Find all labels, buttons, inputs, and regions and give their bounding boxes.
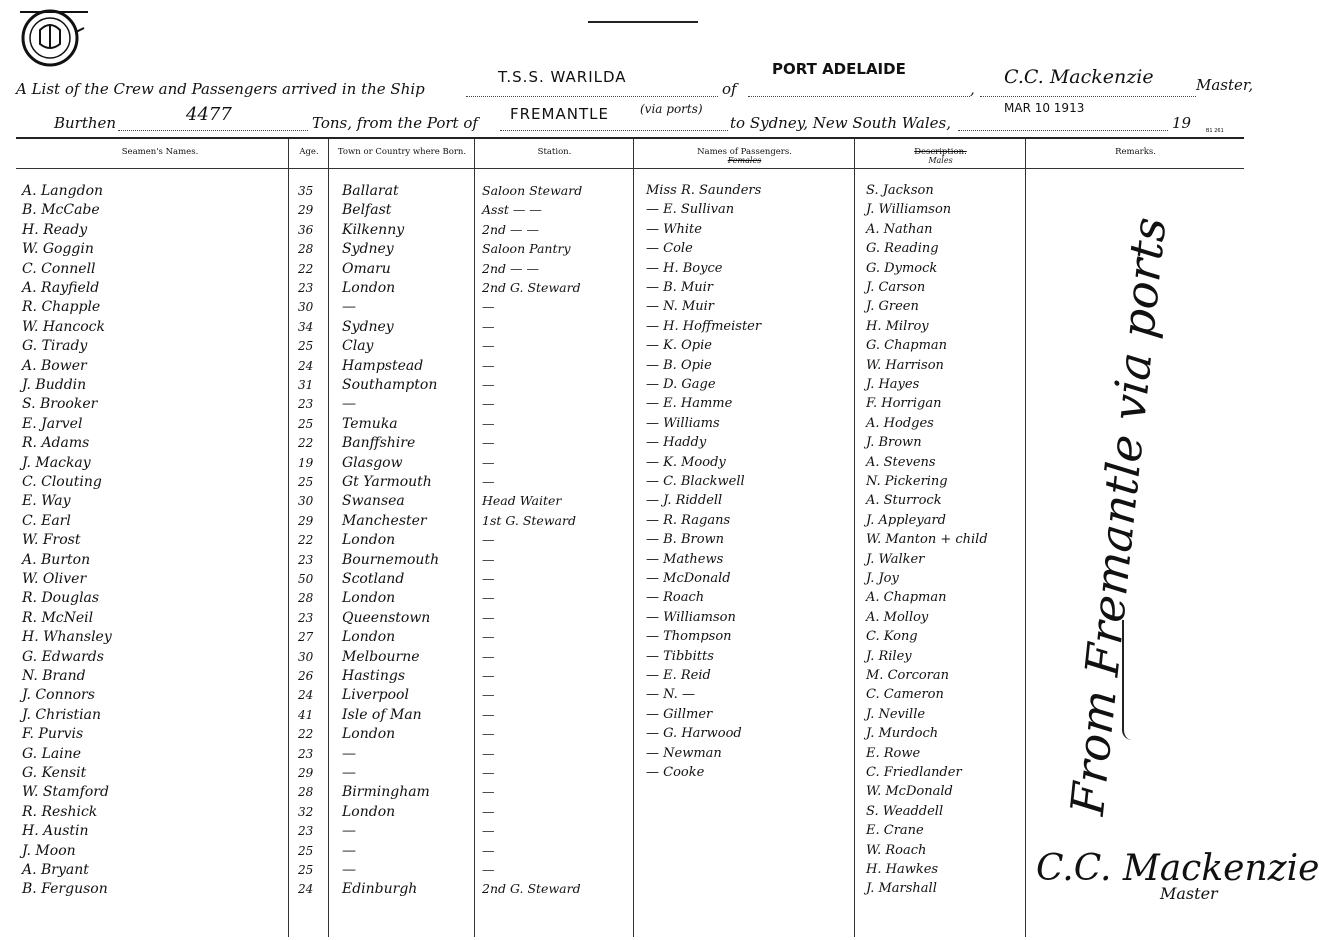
seaman-age: 25: [298, 416, 314, 431]
seaman-name: A. Bryant: [22, 862, 89, 878]
seaman-birthplace: —: [342, 396, 356, 413]
seaman-name: G. Edwards: [22, 648, 104, 665]
table-row: [0, 182, 1279, 201]
seaman-birthplace: —: [342, 765, 356, 781]
seaman-name: J. Connors: [22, 687, 95, 704]
seaman-station: —: [482, 590, 495, 606]
seaman-name: W. Oliver: [22, 571, 87, 587]
seaman-age: 28: [298, 242, 314, 257]
seaman-age: 27: [298, 630, 314, 645]
seaman-age: 22: [298, 727, 314, 742]
seaman-birthplace: —: [342, 745, 356, 762]
seaman-birthplace: Belfast: [342, 202, 392, 219]
seaman-name: W. Hancock: [22, 318, 106, 335]
seaman-station: —: [482, 823, 495, 839]
seaman-station: —: [482, 765, 495, 780]
passenger-male-name: J. Walker: [866, 551, 925, 567]
seaman-station: —: [482, 318, 495, 334]
col-header-remarks: Remarks.: [1115, 147, 1156, 157]
passenger-name: — White: [646, 221, 702, 237]
seaman-age: 28: [298, 785, 314, 800]
passenger-name: — E. Sullivan: [646, 202, 735, 218]
seaman-name: R. Douglas: [22, 590, 100, 607]
seaman-age: 34: [298, 319, 314, 334]
seaman-station: —: [482, 745, 495, 761]
seaman-name: A. Bower: [22, 357, 87, 374]
seaman-age: 26: [298, 669, 314, 683]
passenger-male-name: A. Hodges: [866, 415, 934, 431]
seaman-birthplace: Isle of Man: [342, 706, 422, 723]
table-row: [0, 492, 1279, 511]
seaman-age: 23: [298, 552, 314, 567]
seaman-station: —: [482, 706, 495, 722]
seaman-birthplace: Scotland: [342, 571, 405, 587]
seaman-station: —: [482, 435, 495, 451]
passenger-name: — Tibbitts: [646, 648, 714, 664]
passenger-male-name: E. Crane: [866, 823, 924, 839]
seaman-birthplace: Ballarat: [342, 183, 399, 199]
seaman-birthplace: London: [342, 726, 396, 743]
seaman-name: G. Kensit: [22, 765, 87, 781]
from-port: FREMANTLE: [510, 105, 609, 123]
seaman-station: —: [482, 842, 495, 858]
seaman-station: —: [482, 357, 495, 373]
seaman-birthplace: Melbourne: [342, 648, 420, 665]
master-label: Master,: [1196, 76, 1254, 94]
passenger-male-name: J. Green: [866, 299, 919, 315]
seaman-birthplace: Swansea: [342, 493, 405, 510]
table-row: [0, 279, 1279, 298]
col-header-description: Description. Males: [856, 147, 1025, 165]
master-name: C.C. Mackenzie: [1004, 66, 1154, 88]
comma: ,: [970, 80, 975, 98]
seaman-birthplace: —: [342, 842, 356, 859]
seaman-name: C. Connell: [22, 260, 96, 277]
passenger-male-name: G. Chapman: [866, 338, 948, 354]
passenger-name: — N. Muir: [646, 299, 714, 315]
top-rule: [588, 21, 698, 23]
passenger-name: — G. Harwood: [646, 726, 742, 742]
passenger-name: Miss R. Saunders: [646, 183, 762, 198]
passenger-male-name: J. Neville: [866, 706, 926, 722]
seaman-name: W. Frost: [22, 532, 81, 549]
passenger-name: — R. Ragans: [646, 512, 731, 528]
customs-seal-stamp: [18, 8, 88, 70]
passenger-name: — J. Riddell: [646, 493, 723, 509]
seaman-age: 50: [298, 572, 314, 586]
col-header-passengers: Names of Passengers. Females: [635, 147, 854, 165]
seaman-birthplace: London: [342, 629, 396, 646]
year-label: 19: [1172, 114, 1192, 132]
col-header-town: Town or Country where Born.: [337, 147, 467, 157]
passenger-name: — Gillmer: [646, 706, 713, 722]
seaman-birthplace: Southampton: [342, 377, 438, 393]
seaman-station: 2nd — —: [482, 260, 539, 276]
table-row: [0, 454, 1279, 473]
seaman-station: —: [482, 726, 495, 742]
passenger-male-name: A. Sturrock: [866, 493, 942, 509]
seaman-birthplace: Birmingham: [342, 784, 430, 801]
passenger-male-name: A. Nathan: [866, 221, 933, 237]
passenger-name: — Roach: [646, 590, 705, 606]
seaman-age: 24: [298, 358, 314, 373]
table-row: [0, 512, 1279, 531]
of-label: of: [722, 80, 737, 98]
master-signature-title: Master: [1160, 884, 1218, 903]
seaman-age: 25: [298, 863, 314, 877]
seaman-birthplace: London: [342, 532, 396, 549]
seaman-station: 2nd G. Steward: [482, 881, 581, 897]
table-row: [0, 221, 1279, 240]
seaman-station: —: [482, 396, 495, 412]
seaman-age: 36: [298, 222, 314, 237]
passenger-male-name: J. Marshall: [866, 881, 937, 897]
seaman-station: —: [482, 862, 495, 877]
passenger-male-name: G. Reading: [866, 241, 939, 257]
seaman-station: 1st G. Steward: [482, 512, 576, 528]
table-row: [0, 298, 1279, 317]
table-row: [0, 473, 1279, 492]
seaman-name: G. Laine: [22, 745, 82, 762]
seaman-name: N. Brand: [22, 668, 86, 684]
seaman-station: —: [482, 803, 495, 819]
table-row: [0, 201, 1279, 220]
seaman-age: 23: [298, 281, 314, 295]
seaman-name: J. Mackay: [22, 454, 91, 471]
ship-name: T.S.S. WARILDA: [498, 68, 627, 86]
col-header-seamen: Seamen's Names.: [121, 147, 199, 157]
tons-value: 4477: [186, 104, 232, 125]
passenger-male-name: W. Manton + child: [866, 532, 988, 548]
seaman-age: 25: [298, 339, 314, 354]
arrival-date: MAR 10 1913: [1004, 101, 1085, 115]
seaman-name: H. Ready: [22, 221, 88, 238]
seaman-name: A. Rayfield: [22, 280, 100, 296]
seaman-name: H. Whansley: [22, 629, 112, 646]
seaman-birthplace: London: [342, 803, 396, 820]
seaman-birthplace: Sydney: [342, 241, 394, 258]
passenger-name: — Mathews: [646, 551, 724, 567]
passenger-name: — Cole: [646, 241, 693, 257]
passenger-male-name: H. Milroy: [866, 318, 929, 334]
master-signature: C.C. Mackenzie: [1036, 848, 1319, 889]
seaman-name: F. Purvis: [22, 726, 84, 743]
seaman-station: —: [482, 629, 495, 645]
passenger-male-name: J. Appleyard: [866, 512, 946, 528]
seaman-name: W. Goggin: [22, 241, 94, 258]
seaman-birthplace: Gt Yarmouth: [342, 474, 432, 490]
seaman-name: R. McNeil: [22, 609, 94, 626]
seaman-age: 30: [298, 300, 314, 315]
seaman-age: 30: [298, 494, 314, 509]
burthen-label: Burthen: [54, 114, 117, 132]
seaman-age: 41: [298, 707, 314, 722]
passenger-male-name: A. Stevens: [866, 454, 936, 470]
seaman-age: 22: [298, 436, 314, 451]
seaman-station: —: [482, 532, 495, 548]
seaman-age: 31: [298, 378, 314, 392]
table-row: [0, 337, 1279, 356]
seaman-age: 29: [298, 766, 314, 780]
seaman-station: Saloon Steward: [482, 183, 583, 198]
seaman-age: 23: [298, 824, 314, 839]
passenger-male-name: J. Carson: [866, 280, 926, 295]
seaman-station: Asst — —: [482, 202, 542, 218]
seaman-station: —: [482, 609, 495, 625]
passenger-name: — D. Gage: [646, 377, 716, 392]
seaman-station: 2nd G. Steward: [482, 280, 581, 295]
seaman-name: G. Tirady: [22, 338, 88, 355]
seaman-age: 22: [298, 261, 314, 276]
passenger-name: — H. Hoffmeister: [646, 318, 762, 334]
table-row: [0, 822, 1279, 841]
seaman-name: J. Moon: [22, 842, 76, 859]
seaman-birthplace: Hastings: [342, 668, 406, 684]
passenger-male-name: S. Weaddell: [866, 803, 944, 819]
seaman-birthplace: Hampstead: [342, 357, 424, 374]
to-sydney-label: to Sydney, New South Wales,: [730, 114, 951, 132]
seaman-name: H. Austin: [22, 823, 89, 840]
passenger-name: — C. Blackwell: [646, 474, 745, 489]
passenger-male-name: J. Brown: [866, 435, 922, 451]
seaman-age: 24: [298, 688, 314, 703]
seaman-name: A. Burton: [22, 551, 91, 568]
passenger-male-name: F. Horrigan: [866, 396, 942, 412]
seaman-birthplace: Kilkenny: [342, 221, 405, 238]
passenger-name: — B. Brown: [646, 532, 725, 548]
seaman-name: B. Ferguson: [22, 881, 108, 898]
table-row: [0, 395, 1279, 414]
table-row: [0, 415, 1279, 434]
table-row: [0, 260, 1279, 279]
seaman-birthplace: London: [342, 590, 396, 607]
seaman-station: —: [482, 338, 495, 354]
seaman-age: 23: [298, 610, 314, 625]
passenger-male-name: N. Pickering: [866, 474, 948, 489]
passenger-male-name: C. Friedlander: [866, 765, 962, 780]
seaman-age: 22: [298, 533, 314, 548]
passenger-name: — K. Moody: [646, 454, 726, 470]
passenger-name: — McDonald: [646, 571, 731, 586]
seaman-age: 29: [298, 203, 314, 218]
seaman-station: —: [482, 551, 495, 567]
passenger-male-name: J. Williamson: [866, 202, 952, 218]
passenger-male-name: A. Chapman: [866, 590, 947, 606]
col-subheader-females: Females: [727, 156, 762, 165]
seaman-birthplace: Manchester: [342, 512, 427, 529]
passenger-male-name: C. Cameron: [866, 687, 944, 703]
seaman-age: 35: [298, 184, 314, 198]
passenger-male-name: J. Hayes: [866, 377, 920, 392]
remark-flourish: [1122, 620, 1134, 740]
header-line-1: [0, 60, 1279, 98]
seaman-station: Head Waiter: [482, 493, 562, 509]
seaman-age: 30: [298, 649, 314, 664]
via-ports: (via ports): [640, 102, 703, 116]
seaman-name: C. Earl: [22, 512, 71, 529]
seaman-name: R. Chapple: [22, 299, 101, 316]
seaman-age: 32: [298, 804, 314, 819]
seaman-station: —: [482, 687, 495, 703]
seaman-birthplace: Sydney: [342, 318, 394, 335]
seaman-birthplace: Queenstown: [342, 609, 431, 626]
passenger-name: — B. Muir: [646, 280, 714, 295]
seaman-name: J. Buddin: [22, 377, 87, 393]
seaman-birthplace: Edinburgh: [342, 881, 418, 898]
passenger-name: — E. Reid: [646, 668, 711, 683]
seaman-name: E. Jarvel: [22, 415, 83, 432]
seaman-birthplace: Glasgow: [342, 454, 403, 471]
seaman-station: —: [482, 454, 495, 470]
passenger-male-name: W. McDonald: [866, 784, 953, 800]
seaman-name: E. Way: [22, 493, 71, 510]
seaman-station: —: [482, 648, 495, 664]
passenger-male-name: J. Murdoch: [866, 726, 939, 742]
seaman-station: 2nd — —: [482, 221, 539, 237]
seaman-birthplace: Liverpool: [342, 687, 409, 704]
passenger-male-name: A. Molloy: [866, 609, 929, 625]
seaman-name: A. Langdon: [22, 183, 104, 199]
passenger-name: — B. Opie: [646, 357, 712, 373]
seaman-age: 24: [298, 882, 314, 897]
seaman-station: —: [482, 377, 495, 392]
passenger-name: — Thompson: [646, 629, 732, 645]
seaman-birthplace: Clay: [342, 338, 374, 355]
seaman-name: S. Brooker: [22, 396, 98, 413]
seaman-station: —: [482, 571, 495, 586]
passenger-name: — H. Boyce: [646, 260, 723, 276]
passenger-name: — Cooke: [646, 765, 705, 780]
table-header-rule: [16, 168, 1244, 169]
passenger-male-name: G. Dymock: [866, 260, 938, 276]
table-row: [0, 357, 1279, 376]
seaman-station: —: [482, 474, 495, 489]
seaman-birthplace: —: [342, 299, 356, 316]
seaman-birthplace: —: [342, 823, 356, 840]
passenger-male-name: J. Riley: [866, 648, 912, 664]
table-row: [0, 318, 1279, 337]
passenger-male-name: H. Hawkes: [866, 862, 939, 877]
seaman-name: R. Reshick: [22, 803, 98, 820]
seaman-age: 25: [298, 843, 314, 858]
tons-from-label: Tons, from the Port of: [312, 114, 478, 132]
port-of-registry: PORT ADELAIDE: [772, 60, 906, 78]
port-fill-line: [748, 76, 970, 97]
remark-text: From Fremantle via ports: [1060, 214, 1177, 818]
seaman-age: 28: [298, 591, 314, 606]
col-header-age: Age.: [299, 147, 319, 157]
seaman-birthplace: Banffshire: [342, 435, 416, 452]
passenger-male-name: W. Harrison: [866, 357, 944, 373]
seaman-age: 29: [298, 513, 314, 528]
seaman-station: —: [482, 415, 495, 431]
passenger-name: — Haddy: [646, 435, 707, 451]
seaman-age: 19: [298, 455, 314, 470]
table-row: [0, 434, 1279, 453]
list-title-text: A List of the Crew and Passengers arrived in the Ship: [16, 80, 425, 98]
passenger-name: — N. —: [646, 687, 695, 703]
seaman-name: J. Christian: [22, 706, 101, 723]
seaman-birthplace: —: [342, 862, 356, 878]
passenger-male-name: J. Joy: [866, 571, 899, 586]
passenger-name: — E. Hamme: [646, 396, 733, 412]
table-row: [0, 376, 1279, 395]
seaman-age: 25: [298, 475, 314, 489]
passenger-male-name: W. Roach: [866, 842, 927, 858]
col-header-station: Station.: [537, 147, 572, 157]
passenger-male-name: C. Kong: [866, 629, 918, 645]
form-number: B1 261: [1206, 128, 1224, 134]
seaman-name: R. Adams: [22, 435, 90, 452]
seaman-station: —: [482, 668, 495, 683]
seaman-birthplace: London: [342, 280, 396, 296]
seaman-station: Saloon Pantry: [482, 241, 571, 257]
seaman-birthplace: Omaru: [342, 260, 391, 277]
seaman-age: 23: [298, 397, 314, 412]
table-row: [0, 240, 1279, 259]
seaman-birthplace: Temuka: [342, 415, 398, 432]
passenger-male-name: M. Corcoran: [866, 668, 950, 683]
table-top-rule: [16, 137, 1244, 139]
seaman-name: C. Clouting: [22, 474, 102, 490]
seaman-name: B. McCabe: [22, 202, 100, 219]
seaman-birthplace: Bournemouth: [342, 551, 440, 568]
seaman-name: W. Stamford: [22, 784, 109, 801]
passenger-name: — Williams: [646, 415, 720, 431]
seaman-age: 23: [298, 746, 314, 761]
passenger-male-name: E. Rowe: [866, 745, 921, 761]
passenger-male-name: S. Jackson: [866, 183, 934, 198]
passenger-name: — Newman: [646, 745, 722, 761]
passenger-name: — Williamson: [646, 609, 736, 625]
col-subheader-males: Males: [928, 156, 953, 165]
passenger-name: — K. Opie: [646, 338, 712, 354]
seaman-station: —: [482, 784, 495, 800]
seaman-station: —: [482, 299, 495, 315]
